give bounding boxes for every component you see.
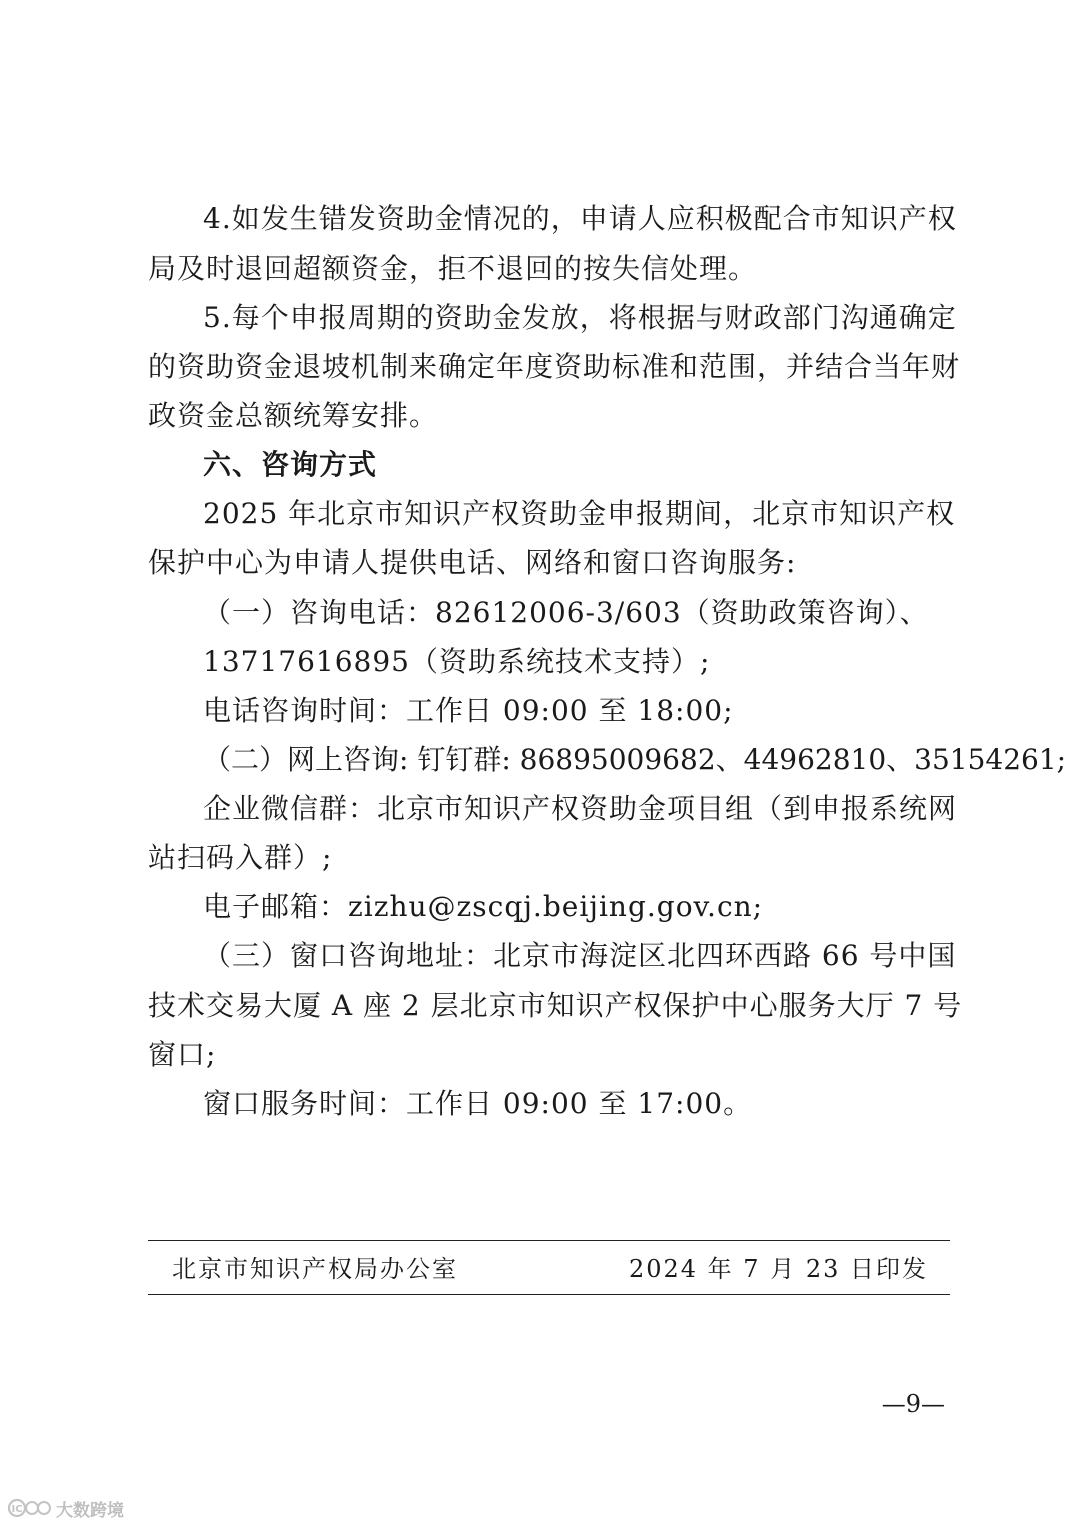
para-4-line-2: 局及时退回超额资金，拒不退回的按失信处理。 [148, 252, 758, 285]
wechat-line-1: 企业微信群：北京市知识产权资助金项目组（到申报系统网 [203, 792, 958, 825]
section-heading: 六、咨询方式 [203, 448, 378, 481]
address-line-2: 技术交易大厦 A 座 2 层北京市知识产权保护中心服务大厅 7 号 [148, 989, 963, 1022]
para-5-line-1: 5.每个申报周期的资助金发放，将根据与财政部门沟通确定 [203, 301, 957, 334]
watermark-text: 大数跨境 [56, 1500, 124, 1521]
footer-top-rule [148, 1240, 950, 1241]
intro-line-1: 2025 年北京市知识产权资助金申报期间，北京市知识产权 [203, 497, 956, 530]
phone-hours: 电话咨询时间：工作日 09:00 至 18:00; [203, 694, 734, 727]
online-dingtalk: （二）网上咨询: 钉钉群: 86895009682、44962810、35154261; [203, 743, 1067, 776]
footer-date: 2024 年 7 月 23 日印发 [628, 1255, 928, 1283]
window-hours: 窗口服务时间：工作日 09:00 至 17:00。 [203, 1087, 753, 1120]
para-5-line-2: 的资助资金退坡机制来确定年度资助标准和范围，并结合当年财 [148, 350, 961, 383]
watermark [8, 1495, 124, 1521]
intro-line-2: 保护中心为申请人提供电话、网络和窗口咨询服务: [148, 546, 797, 579]
para-5-line-3: 政资金总额统筹安排。 [148, 399, 439, 432]
para-4-line-1: 4.如发生错发资助金情况的，申请人应积极配合市知识产权 [203, 202, 957, 235]
footer-issuer: 北京市知识产权局办公室 [172, 1255, 458, 1283]
phone-line-2: 13717616895（资助系统技术支持）; [203, 645, 711, 678]
watermark-logo-icon [8, 1497, 52, 1519]
svg-text:IC: IC [11, 1504, 23, 1515]
footer-bottom-rule [148, 1294, 950, 1295]
address-line-3: 窗口; [148, 1038, 217, 1071]
wechat-line-2: 站扫码入群）; [148, 841, 333, 874]
page-number: —9— [881, 1390, 945, 1418]
phone-line-1: （一）咨询电话：82612006-3/603（资助政策咨询）、 [203, 596, 929, 629]
email-line: 电子邮箱：zizhu@zscqj.beijing.gov.cn; [203, 890, 764, 923]
address-line-1: （三）窗口咨询地址：北京市海淀区北四环西路 66 号中国 [203, 939, 957, 972]
